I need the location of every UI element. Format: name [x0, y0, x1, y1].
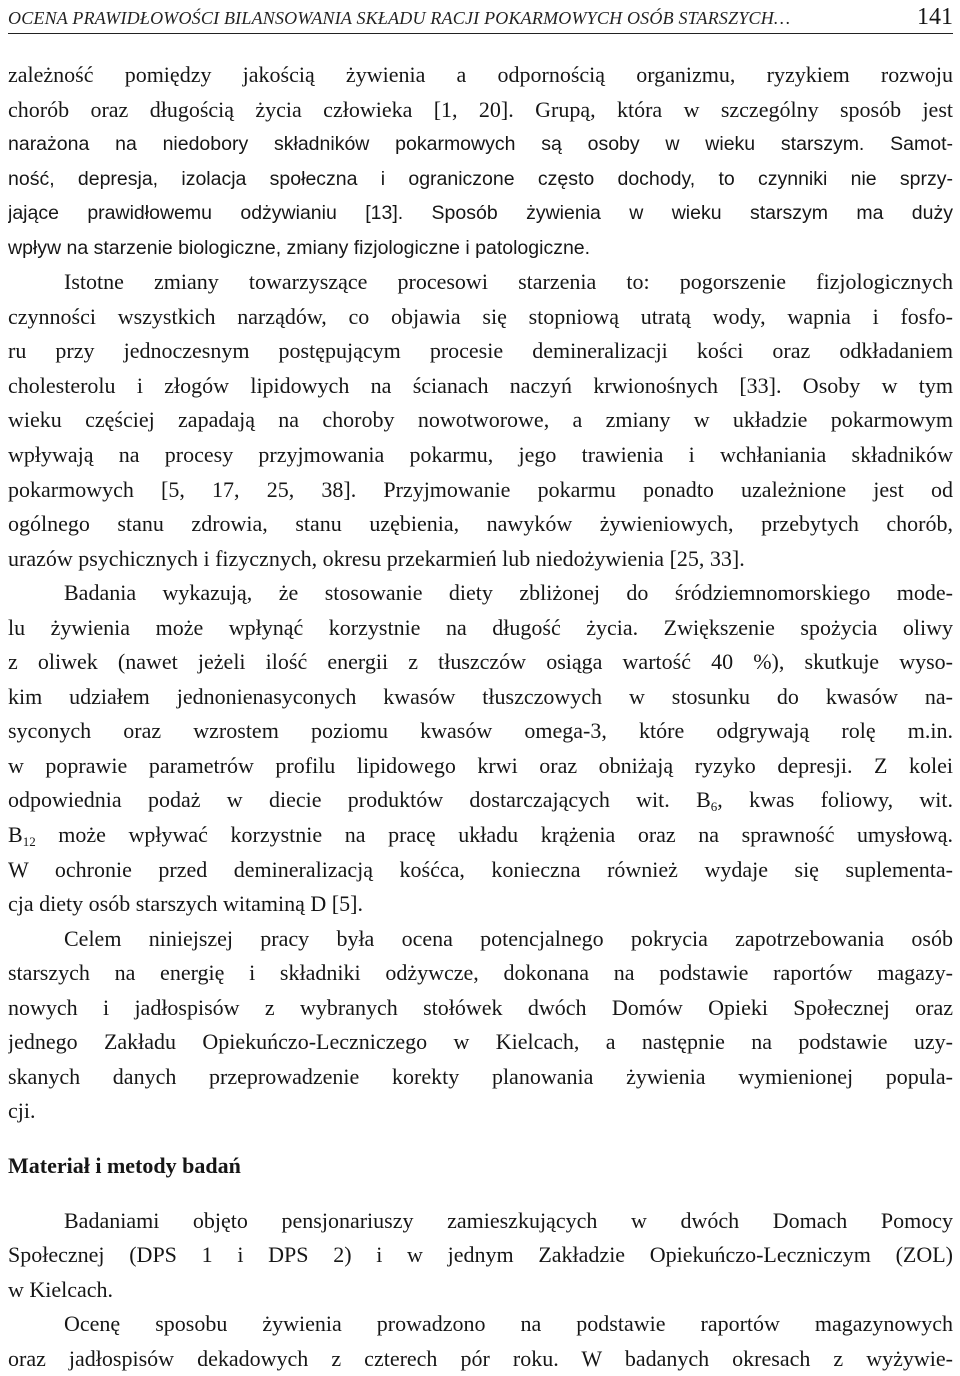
- text-line: skanych danych przeprowadzenie korekty planowania żywienia wymienionej popula-: [8, 1063, 953, 1089]
- paragraph-6: [8, 1307, 953, 1376]
- text-line: narażona na niedobory składników pokarmowych są osoby w wieku starszym. Samot-: [8, 133, 953, 156]
- text-line: ność, depresja, izolacja społeczna i ograniczone często dochody, to czynniki nie sprzy-: [8, 167, 953, 190]
- text-line: nowych i jadłospisów z wybranych stołówek dwóch Domów Opieki Społecznej oraz: [8, 994, 953, 1020]
- subscript: 6: [710, 799, 718, 815]
- text-line: z oliwek (nawet jeżeli ilość energii z tłuszczów osiąga wartość 40 %), skutkuje wyso-: [8, 649, 953, 675]
- text-line: ru przy jednoczesnym postępującym procesie demineralizacji kości oraz odkładaniem: [8, 338, 953, 364]
- text-line: Celem niniejszej pracy była ocena potencjalnego pokrycia zapotrzebowania osób: [64, 925, 953, 951]
- text-line: zależność pomiędzy jakością żywienia a odpornością organizmu, ryzykiem rozwoju: [8, 62, 953, 87]
- text-line: oraz jadłospisów dekadowych z czterech pór roku. W badanych okresach z wyżywie-: [8, 1345, 953, 1371]
- article-body: [8, 58, 953, 1376]
- text-line: cja diety osób starszych witaminą D [5].: [8, 891, 363, 917]
- paragraph-2: [8, 265, 953, 576]
- text-run: może wpływać korzystnie na pracę układu krążenia oraz na sprawność umysłową.: [35, 822, 953, 848]
- page-number: 141: [917, 4, 953, 30]
- text-line: cholesterolu i złogów lipidowych na ścianach naczyń krwionośnych [33]. Osoby w tym: [8, 372, 953, 398]
- text-line: lu żywienia może wpłynąć korzystnie na długość życia. Zwiększenie spożycia oliwy: [8, 614, 953, 640]
- text-line: ogólnego stanu zdrowia, stanu uzębienia, nawyków żywieniowych, przebytych chorób,: [8, 511, 953, 537]
- text-run: B: [8, 822, 23, 848]
- text-line: Istotne zmiany towarzyszące procesowi starzenia to: pogorszenie fizjologicznych: [64, 269, 953, 295]
- text-line: Badania wykazują, że stosowanie diety zbliżonej do śródziemnomorskiego mode-: [64, 580, 953, 606]
- text-line: [8, 783, 953, 818]
- text-line: w Kielcach.: [8, 1276, 114, 1302]
- spacer: [8, 1129, 953, 1149]
- text-line: chorób oraz długością życia człowieka [1, 20]. Grupą, która w szczególny sposób jest: [8, 96, 953, 122]
- text-line: jednego Zakładu Opiekuńczo-Leczniczego w Kielcach, a następnie na podstawie uzy-: [8, 1029, 953, 1055]
- section-heading: Materiał i metody badań: [8, 1152, 241, 1178]
- text-line: wieku częściej zapadają na choroby nowotworowe, a zmiany w układzie pokarmowym: [8, 407, 953, 433]
- text-line: wpływ na starzenie biologiczne, zmiany fizjologiczne i patologiczne.: [8, 236, 591, 259]
- text-line: urazów psychicznych i fizycznych, okresu przekarmień lub niedożywienia [25, 33].: [8, 545, 745, 571]
- text-line: pokarmowych [5, 17, 25, 38]. Przyjmowanie pokarmu ponadto uzależnione jest od: [8, 476, 953, 502]
- text-line: Badaniami objęto pensjonariuszy zamieszkujących w dwóch Domach Pomocy: [64, 1207, 953, 1233]
- spacer: [8, 1184, 953, 1204]
- text-line: cji.: [8, 1098, 36, 1124]
- text-line: wpływają na procesy przyjmowania pokarmu, jego trawienia i wchłaniania składników: [8, 442, 953, 468]
- paragraph-4: [8, 922, 953, 1129]
- paragraph-5: [8, 1204, 953, 1308]
- text-line: kim udziałem jednonienasyconych kwasów tłuszczowych w stosunku do kwasów na-: [8, 683, 953, 709]
- running-header: [8, 3, 953, 34]
- text-run: odpowiednia podaż w diecie produktów dostarczających wit. B: [8, 787, 711, 813]
- text-line: Ocenę sposobu żywienia prowadzono na podstawie raportów magazynowych: [64, 1311, 953, 1337]
- text-line: starszych na energię i składniki odżywcze, dokonana na podstawie raportów magazy-: [8, 960, 953, 986]
- running-title: OCENA PRAWIDŁOWOŚCI BILANSOWANIA SKŁADU RACJI POKARMOWYCH OSÓB STARSZYCH…: [8, 8, 791, 28]
- text-line: czynności wszystkich narządów, co objawia się stopniową utratą wody, wapnia i fosfo-: [8, 303, 953, 329]
- subscript: 12: [22, 834, 36, 850]
- text-line: w poprawie parametrów profilu lipidowego krwi oraz obniżają ryzyko depresji. Z kolei: [8, 752, 953, 778]
- text-line: jające prawidłowemu odżywianiu [13]. Sposób żywienia w wieku starszym ma duży: [8, 202, 953, 225]
- paragraph-3: [8, 576, 953, 921]
- text-line: W ochronie przed demineralizacją kośćca, konieczna również wydaje się suplementa-: [8, 856, 953, 882]
- text-run: , kwas foliowy, wit.: [717, 787, 953, 813]
- text-line: syconych oraz wzrostem poziomu kwasów omega-3, które odgrywają rolę m.in.: [8, 718, 953, 744]
- text-line: Społecznej (DPS 1 i DPS 2) i w jednym Zakładzie Opiekuńczo-Leczniczym (ZOL): [8, 1242, 953, 1268]
- text-line: [8, 818, 953, 853]
- paragraph-1: [8, 58, 953, 265]
